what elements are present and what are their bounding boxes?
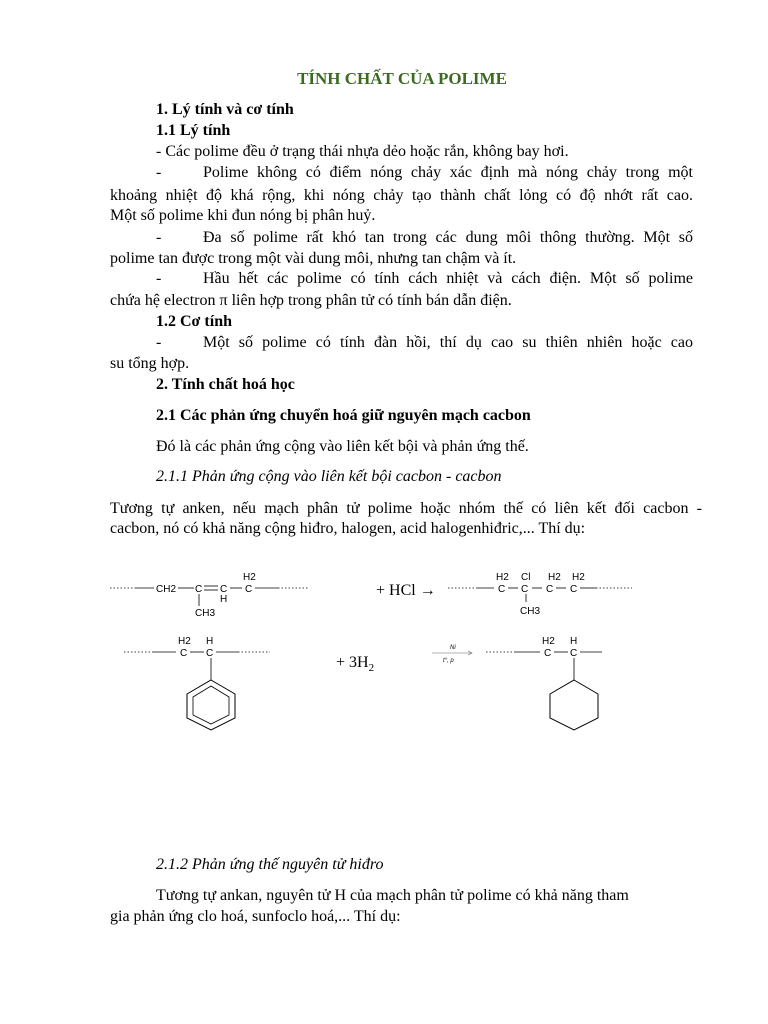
heading-1-2: 1.2 Cơ tính xyxy=(156,313,232,330)
page-title: TÍNH CHẤT CỦA POLIME xyxy=(297,69,507,88)
paragraph-5-line-2: su tổng hợp. xyxy=(110,355,190,372)
reaction-2-reagent xyxy=(336,654,374,674)
chem-c-label-r2a: C xyxy=(180,648,188,659)
chem-h2-label-p1: H2 xyxy=(496,572,509,583)
heading-1-1: 1.1 Lý tính xyxy=(156,122,231,139)
chem-c-label-3: C xyxy=(245,584,253,595)
chem-h-label-r2: H xyxy=(206,636,214,647)
chem-h-label-pr2: H xyxy=(570,636,578,647)
reaction-1-reagent: + HCl → xyxy=(376,582,436,599)
chem-cl-label: Cl xyxy=(521,572,531,583)
paragraph-4-line-1: Hầu hết các polime có tính cách nhiệt và cách điện. Một số polime xyxy=(203,270,693,287)
paragraph-2-line-3: Một số polime khi đun nóng bị phân huỷ. xyxy=(110,207,376,224)
heading-2-1-2: 2.1.2 Phản ứng thế nguyên tử hiđro xyxy=(156,856,384,873)
chem-c-label-pr2b: C xyxy=(570,648,578,659)
chem-c-label-p4: C xyxy=(570,584,578,595)
paragraph-6: Đó là các phản ứng cộng vào liên kết bội và phản ứng thế. xyxy=(156,438,529,455)
chem-h2-label-p2: H2 xyxy=(548,572,561,583)
chem-ch3-label: CH3 xyxy=(195,608,216,619)
chem-c-label-2: C xyxy=(220,584,228,595)
paragraph-5-line-1: Một số polime có tính đàn hồi, thí dụ cao su thiên nhiên hoặc cao xyxy=(203,334,693,351)
paragraph-7-line-2: cacbon, nó có khả năng cộng hiđro, halogen, acid halogenhiđric,... Thí dụ: xyxy=(110,520,586,537)
reaction-1-reactant-structure xyxy=(108,566,338,622)
chem-c-label: C xyxy=(195,584,203,595)
paragraph-4-dash: - xyxy=(156,270,162,287)
paragraph-2-line-1: Polime không có điểm nóng chảy xác định mà nóng chảy trong một xyxy=(203,164,693,181)
reaction-2-arrow xyxy=(428,640,478,668)
reaction-2-product-structure xyxy=(484,632,614,732)
paragraph-1: - Các polime đều ở trạng thái nhựa dẻo hoặc rắn, không bay hơi. xyxy=(156,143,569,160)
paragraph-3-line-2: polime tan được trong một vài dung môi, nhưng tan chậm và ít. xyxy=(110,250,517,267)
reaction-2-reagent-text: + 3H xyxy=(336,654,369,671)
reaction-2-reagent-subscript: 2 xyxy=(368,662,375,675)
paragraph-4-line-2: chứa hệ electron π liên hợp trong phân tử có tính bán dẫn điện. xyxy=(110,292,512,309)
heading-1: 1. Lý tính và cơ tính xyxy=(156,101,294,118)
chem-c-label-r2b: C xyxy=(206,648,214,659)
chem-h-label: H xyxy=(220,594,228,605)
chem-ch3-label-p: CH3 xyxy=(520,606,541,617)
paragraph-8-line-1: Tương tự ankan, nguyên tử H của mạch phân tử polime có khả năng tham xyxy=(156,887,629,904)
chem-ch2-label: CH2 xyxy=(156,584,177,595)
catalyst-top-label: Ni xyxy=(450,645,456,651)
chem-c-label-pr2a: C xyxy=(544,648,552,659)
heading-2-1-1: 2.1.1 Phản ứng cộng vào liên kết bội cacbon - cacbon xyxy=(156,468,502,485)
paragraph-3-line-1: Đa số polime rất khó tan trong các dung môi thông thường. Một số xyxy=(203,229,693,246)
paragraph-8-line-2: gia phản ứng clo hoá, sunfoclo hoá,... Thí dụ: xyxy=(110,908,401,925)
heading-2: 2. Tính chất hoá học xyxy=(156,376,295,393)
chem-c-label-p3: C xyxy=(546,584,554,595)
paragraph-3-dash: - xyxy=(156,229,162,246)
heading-2-1: 2.1 Các phản ứng chuyển hoá giữ nguyên mạch cacbon xyxy=(156,407,531,424)
chem-h2-label: H2 xyxy=(243,572,256,583)
chem-h2-label-pr2: H2 xyxy=(542,636,555,647)
chem-c-label-p1: C xyxy=(498,584,506,595)
chem-h2-label-p3: H2 xyxy=(572,572,585,583)
paragraph-2-line-2: khoảng nhiệt độ khá rộng, khi nóng chảy tạo thành chất lỏng có độ nhớt rất cao. xyxy=(110,187,693,204)
paragraph-5-dash: - xyxy=(156,334,162,351)
catalyst-bottom-label: t°, p xyxy=(443,658,454,664)
chem-h2-label-r2: H2 xyxy=(178,636,191,647)
paragraph-2-dash: - xyxy=(156,164,162,181)
reaction-2-reactant-structure xyxy=(122,632,282,732)
paragraph-7-line-1: Tương tự anken, nếu mạch phân tử polime hoặc nhóm thế có liên kết đối cacbon - xyxy=(110,500,702,517)
reaction-1-product-structure xyxy=(446,566,636,622)
chem-c-label-p2: C xyxy=(521,584,529,595)
